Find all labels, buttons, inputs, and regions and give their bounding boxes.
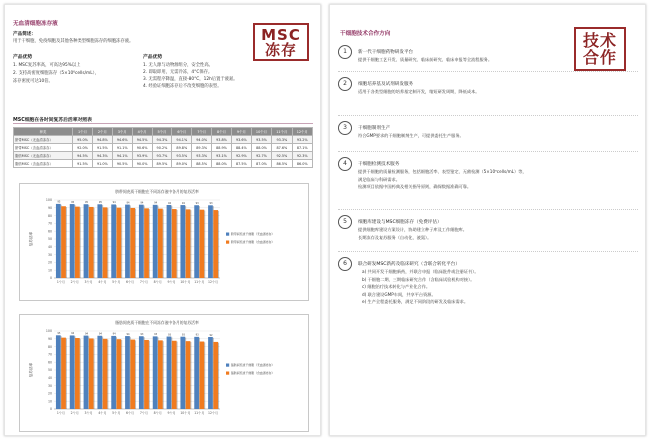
bar	[125, 336, 130, 409]
legend-swatch	[226, 364, 229, 367]
data-label: 92	[209, 333, 213, 337]
item-title: 干细胞制剂生产	[358, 126, 391, 131]
table-row	[14, 152, 313, 160]
bar	[144, 208, 149, 278]
table-cell: 90.6%	[132, 144, 152, 152]
table-cell: 94.5%	[73, 152, 93, 160]
viability-table	[13, 127, 313, 168]
bar	[84, 204, 89, 278]
x-tick-label: 2个月	[70, 411, 79, 415]
table-header-row	[14, 128, 313, 136]
x-tick-label: 6个月	[126, 280, 135, 284]
stamp-line: MSC	[261, 26, 301, 44]
item-line: d) 联合建设GMP车间，共享平台资源。	[362, 291, 436, 297]
data-label: 94	[126, 332, 130, 336]
data-label: 94	[140, 201, 144, 205]
table-cell: 93.3%	[272, 136, 292, 144]
bar-shadow	[107, 208, 108, 278]
usage-heading: 产品优势	[143, 55, 163, 60]
y-tick-label: 70	[47, 221, 52, 226]
bar-shadow	[177, 342, 178, 409]
x-tick-label: 2个月	[70, 280, 79, 284]
bar	[139, 336, 144, 409]
legend-label: 脐带间充质干细胞（含血清冻存）	[231, 240, 275, 244]
x-tick-label: 3个月	[84, 280, 93, 284]
data-label: 93	[167, 333, 172, 337]
bar	[75, 207, 80, 278]
chart-title: 脂肪间充质干细胞在不同冻存液中各月的复苏活率	[115, 320, 199, 325]
data-label: 93	[154, 333, 158, 337]
table-cell: 94.5%	[132, 136, 152, 144]
y-tick-label: 50	[47, 368, 52, 373]
table-cell: 94.6%	[112, 136, 132, 144]
table-header-cell: 1个月	[73, 128, 93, 136]
left-page	[4, 4, 321, 436]
bar-shadow	[80, 339, 81, 409]
x-tick-label: 9个月	[167, 411, 176, 415]
data-label: 95	[71, 200, 75, 204]
table-cell: 87.1%	[292, 144, 313, 152]
x-tick-label: 3个月	[84, 411, 93, 415]
x-tick-label: 1个月	[56, 280, 65, 284]
y-tick-label: 90	[47, 206, 52, 210]
bar	[213, 210, 218, 278]
item-title: 干细胞检测技术服务	[358, 162, 400, 167]
bar	[208, 337, 213, 409]
bar	[153, 205, 158, 278]
table-cell: 脐带MSC（含血清冻存）	[14, 144, 73, 152]
chart-adipose	[19, 314, 309, 432]
data-label: 95	[98, 201, 102, 205]
bar-shadow	[80, 207, 81, 278]
table-cell: 93.1%	[212, 152, 232, 160]
item-number: 2	[338, 77, 352, 91]
item-number: 5	[338, 215, 352, 229]
x-tick-label: 9个月	[167, 280, 176, 284]
y-tick-label: 60	[47, 229, 52, 234]
bar	[84, 336, 89, 409]
features-intro: 用于干细胞、免疫细胞及其他各种类型细胞冻存的细胞冻存液。	[13, 39, 134, 44]
data-label: 94	[181, 201, 185, 205]
y-tick-label: 90	[47, 337, 52, 341]
x-tick-label: 4个月	[98, 411, 107, 415]
item-line: b) 干细胞二期、三期临床研究合作（含临床试验机构对接）。	[362, 276, 475, 282]
y-tick-label: 100	[45, 329, 52, 334]
table-cell: 94.3%	[92, 152, 112, 160]
bar	[130, 208, 135, 278]
item-divider	[338, 71, 638, 72]
table-header-cell: 10个月	[251, 128, 271, 136]
bar	[180, 205, 185, 278]
item-title: 联合研发MSC新药及临床研究（含联合转化平台）	[358, 262, 460, 267]
item-line: 提供细胞库建设方案设计，协助建立种子库及工作细胞库。	[358, 227, 467, 232]
y-tick-label: 10	[47, 268, 52, 273]
table-cell: 88.5%	[192, 160, 212, 168]
bar-shadow	[135, 209, 136, 278]
table-cell: 93.7%	[152, 152, 172, 160]
table-cell: 93.5%	[251, 136, 271, 144]
bar	[125, 205, 130, 278]
bar-shadow	[149, 341, 150, 409]
bar	[117, 339, 122, 409]
data-label: 93	[181, 333, 185, 337]
bar-shadow	[204, 342, 205, 409]
legend-swatch	[226, 233, 229, 236]
item-line: 提供干细胞工艺开发、质量研究、临床前研究、临床申报等全流程服务。	[358, 57, 493, 62]
data-label: 94	[167, 201, 172, 205]
item-number: 4	[338, 157, 352, 171]
item-line: 满足临床与科研需求。	[358, 176, 400, 182]
x-tick-label: 11个月	[194, 411, 205, 415]
table-cell: 脐带MSC（无血清冻存）	[14, 136, 73, 144]
bar-shadow	[121, 340, 122, 409]
table-cell: 90.2%	[152, 144, 172, 152]
stamp-line: 技术	[582, 31, 617, 50]
legend-label: 脂肪间充质干细胞（含血清冻存）	[231, 371, 275, 375]
usage-item: 2. 即取即用，无需冷冻，4°C保存。	[143, 70, 213, 75]
data-label: 95	[57, 200, 61, 204]
y-tick-label: 20	[47, 391, 52, 396]
legend-swatch	[226, 241, 229, 244]
item-line: 提供干细胞的质量检测服务，包括细胞活率、表型鉴定、无菌检测（5×10⁶cells/mL）等，	[358, 169, 527, 174]
bar	[144, 340, 149, 409]
table-cell: 脂肪MSC（无血清冻存）	[14, 152, 73, 160]
table-cell: 92.0%	[73, 144, 93, 152]
table-cell: 94.0%	[192, 136, 212, 144]
legend-label: 脐带间充质干细胞（无血清冻存）	[231, 232, 275, 236]
item-title: 细胞培养基及试剂研发服务	[358, 82, 414, 87]
table-cell: 88.4%	[231, 144, 251, 152]
table-header-cell: 6个月	[172, 128, 192, 136]
y-tick-label: 0	[49, 407, 52, 412]
x-tick-label: 1个月	[56, 411, 65, 415]
item-line: a) 共同开发干细胞新药，并联合申报（临床批件或注册证书）。	[362, 269, 479, 274]
bar	[158, 209, 163, 278]
bar-shadow	[66, 207, 67, 278]
table-cell: 87.5%	[231, 160, 251, 168]
y-tick-label: 40	[47, 245, 52, 249]
data-label: 93	[195, 202, 199, 206]
y-tick-label: 0	[49, 276, 52, 281]
bar	[153, 336, 158, 409]
chart-umbilical	[19, 183, 309, 301]
bar	[97, 336, 102, 409]
bar	[89, 207, 94, 278]
bar	[56, 204, 61, 278]
bar-shadow	[135, 340, 136, 409]
bar-shadow	[204, 210, 205, 278]
table-cell: 93.3%	[192, 152, 212, 160]
table-header-cell: 3个月	[112, 128, 132, 136]
advantage-item: 2. 支持高密度细胞冻存（5×10⁶cells/mL），	[13, 71, 100, 76]
advantage-item: 1. MSC复苏率高，可高达95%以上	[13, 63, 81, 68]
bar	[158, 340, 163, 409]
data-label: 95	[84, 201, 89, 205]
data-label: 94	[112, 201, 116, 205]
advantage-item: 冻存密度可达10倍。	[13, 79, 53, 84]
bar-shadow	[107, 340, 108, 409]
x-tick-label: 8个月	[153, 411, 162, 415]
usage-item: 3. 无需程序降温，直接-80°C，12h后置于液氮。	[143, 77, 238, 82]
table-cell: 94.3%	[152, 136, 172, 144]
table-cell: 脂肪MSC（含血清冻存）	[14, 160, 73, 168]
bar	[70, 335, 75, 409]
table-row	[14, 136, 313, 144]
bar-shadow	[190, 342, 191, 409]
data-label: 94	[126, 201, 130, 205]
data-label: 94	[84, 332, 89, 336]
x-tick-label: 5个月	[112, 280, 121, 284]
table-header-cell: 7个月	[192, 128, 212, 136]
item-divider	[338, 209, 638, 210]
data-label: 93	[195, 333, 199, 337]
data-label: 94	[98, 332, 102, 336]
item-line: e) 生产全程委托服务，满足不同阶段的研发及临床需求。	[362, 299, 469, 304]
x-tick-label: 6个月	[126, 411, 135, 415]
x-tick-label: 10个月	[180, 280, 191, 284]
table-header-cell: 8个月	[212, 128, 232, 136]
bar-shadow	[163, 341, 164, 409]
y-tick-label: 10	[47, 399, 52, 404]
table-cell: 92.9%	[231, 152, 251, 160]
table-cell: 87.0%	[251, 160, 271, 168]
table-cell: 89.0%	[172, 160, 192, 168]
bar	[194, 337, 199, 409]
bar-shadow	[218, 211, 219, 278]
item-title: 细胞库建设与MSC细胞冻存（免费评估）	[358, 220, 442, 225]
table-cell: 94.1%	[172, 136, 192, 144]
bar	[56, 335, 61, 409]
table-cell: 90.5%	[112, 160, 132, 168]
y-tick-label: 80	[47, 344, 52, 349]
data-label: 93	[209, 202, 213, 206]
table-header-cell: 11个月	[272, 128, 292, 136]
y-tick-label: 30	[47, 252, 52, 257]
table-row	[14, 144, 313, 152]
table-row	[14, 160, 313, 168]
x-tick-label: 7个月	[139, 280, 148, 284]
bar-shadow	[94, 339, 95, 409]
x-tick-label: 12个月	[208, 411, 219, 415]
bar	[172, 341, 177, 409]
table-header-cell: 9个月	[231, 128, 251, 136]
table-cell: 91.0%	[92, 160, 112, 168]
bar	[172, 209, 177, 278]
bar	[61, 206, 66, 278]
bar	[111, 336, 116, 409]
y-axis-label: 复苏活率	[29, 362, 33, 378]
chart-svg	[20, 315, 310, 433]
msc-stamp	[253, 23, 309, 61]
bar-shadow	[218, 343, 219, 409]
bar-shadow	[190, 210, 191, 278]
y-tick-label: 30	[47, 383, 52, 388]
bar	[139, 205, 144, 278]
table-cell: 93.6%	[231, 136, 251, 144]
y-axis-label: 复苏活率	[29, 231, 33, 247]
bar	[97, 204, 102, 278]
data-label: 95	[57, 332, 61, 336]
table-cell: 92.5%	[272, 152, 292, 160]
data-label: 94	[71, 332, 75, 336]
table-cell: 89.3%	[192, 144, 212, 152]
data-label: 94	[112, 332, 116, 336]
usage-item: 1. 无人源与动物源组分，安全性高。	[143, 63, 213, 68]
y-tick-label: 100	[45, 198, 52, 203]
table-cell: 94.1%	[112, 152, 132, 160]
y-tick-label: 60	[47, 360, 52, 365]
usage-item: 4. 经验证细胞冻存后不改变细胞的表型。	[143, 84, 222, 89]
bar	[167, 205, 172, 278]
legend-label: 脂肪间充质干细胞（无血清冻存）	[231, 363, 275, 367]
table-cell: 94.8%	[92, 136, 112, 144]
bar	[103, 207, 108, 278]
table-cell: 88.0%	[251, 144, 271, 152]
title-rule	[13, 123, 313, 124]
bar	[111, 204, 116, 278]
table-cell: 93.5%	[172, 152, 192, 160]
bar	[186, 341, 191, 409]
x-tick-label: 4个月	[98, 280, 107, 284]
bar	[200, 342, 205, 409]
table-header-cell: 种类	[14, 128, 73, 136]
item-number: 6	[338, 257, 352, 271]
bar	[208, 205, 213, 278]
features-heading: 产品简述：	[13, 32, 36, 37]
item-number: 1	[338, 45, 352, 59]
section-title-right: 干细胞技术合作方向	[340, 31, 391, 37]
item-line: 长期冻存及复苏服务（自动化、液氮）。	[358, 234, 432, 240]
item-divider	[338, 151, 638, 152]
bar	[117, 208, 122, 278]
x-tick-label: 10个月	[180, 411, 191, 415]
data-label: 94	[154, 201, 158, 205]
bar	[61, 338, 66, 409]
item-line: c) 细胞治疗技术转化与产业化合作。	[362, 284, 431, 289]
table-cell: 89.5%	[152, 160, 172, 168]
bar-shadow	[163, 209, 164, 278]
x-tick-label: 8个月	[153, 280, 162, 284]
legend-swatch	[226, 372, 229, 375]
y-tick-label: 70	[47, 352, 52, 357]
stamp-line: 冻存	[264, 41, 297, 59]
chart-title: 脐带间充质干细胞在不同冻存液中各月的复苏活率	[115, 189, 199, 194]
table-header-cell: 12个月	[292, 128, 313, 136]
table-cell: 93.9%	[132, 152, 152, 160]
table-cell: 86.0%	[292, 160, 313, 168]
bar	[89, 338, 94, 409]
chart-svg	[20, 184, 310, 302]
y-tick-label: 80	[47, 213, 52, 218]
bar	[200, 210, 205, 278]
y-tick-label: 40	[47, 376, 52, 380]
y-tick-label: 20	[47, 260, 52, 265]
bar	[194, 205, 199, 278]
bar-shadow	[94, 208, 95, 278]
table-cell: 88.0%	[212, 160, 232, 168]
item-line: 符合GMP要求的干细胞制剂生产，可提供委托生产服务。	[358, 133, 464, 138]
table-cell: 95.0%	[73, 136, 93, 144]
table-cell: 90.0%	[132, 160, 152, 168]
bar-shadow	[66, 338, 67, 409]
table-cell: 91.5%	[92, 144, 112, 152]
item-divider	[338, 251, 638, 252]
item-number: 3	[338, 121, 352, 135]
table-cell: 89.8%	[172, 144, 192, 152]
tech-stamp	[574, 27, 626, 71]
table-cell: 93.8%	[212, 136, 232, 144]
bar-shadow	[121, 208, 122, 278]
table-cell: 92.7%	[251, 152, 271, 160]
table-header-cell: 5个月	[152, 128, 172, 136]
bar-shadow	[149, 209, 150, 278]
table-cell: 88.9%	[212, 144, 232, 152]
table-title: MSC细胞在各时间复苏后活率对照表	[13, 118, 92, 123]
bar	[103, 339, 108, 409]
table-cell: 91.5%	[73, 160, 93, 168]
item-line: 适用于各类型细胞的培养基定制开发，缩短研发周期，降低成本。	[358, 89, 480, 94]
table-header-cell: 4个月	[132, 128, 152, 136]
bar	[180, 337, 185, 409]
table-header-cell: 2个月	[92, 128, 112, 136]
item-line: 检测项目依据中国药典及相关指导原则，确保数据准确可靠。	[358, 184, 472, 189]
section-title: 无血清细胞冻存液	[13, 21, 58, 27]
table-cell: 93.2%	[292, 136, 313, 144]
table-cell: 92.3%	[292, 152, 313, 160]
data-label: 93	[140, 333, 144, 337]
x-tick-label: 5个月	[112, 411, 121, 415]
x-tick-label: 11个月	[194, 280, 205, 284]
bar	[213, 342, 218, 409]
bar	[70, 204, 75, 278]
advantages-heading: 产品优势	[13, 55, 33, 60]
bar	[130, 340, 135, 409]
bar	[167, 337, 172, 409]
right-page	[329, 4, 646, 436]
item-divider	[338, 115, 638, 116]
table-cell: 91.1%	[112, 144, 132, 152]
x-tick-label: 12个月	[208, 280, 219, 284]
table-cell: 86.5%	[272, 160, 292, 168]
stamp-line: 合作	[582, 48, 617, 67]
bar	[75, 338, 80, 409]
x-tick-label: 7个月	[139, 411, 148, 415]
table-cell: 87.6%	[272, 144, 292, 152]
bar	[186, 209, 191, 278]
y-tick-label: 50	[47, 237, 52, 242]
item-title: 新一代干细胞药物研发平台	[358, 50, 414, 55]
bar-shadow	[177, 210, 178, 278]
